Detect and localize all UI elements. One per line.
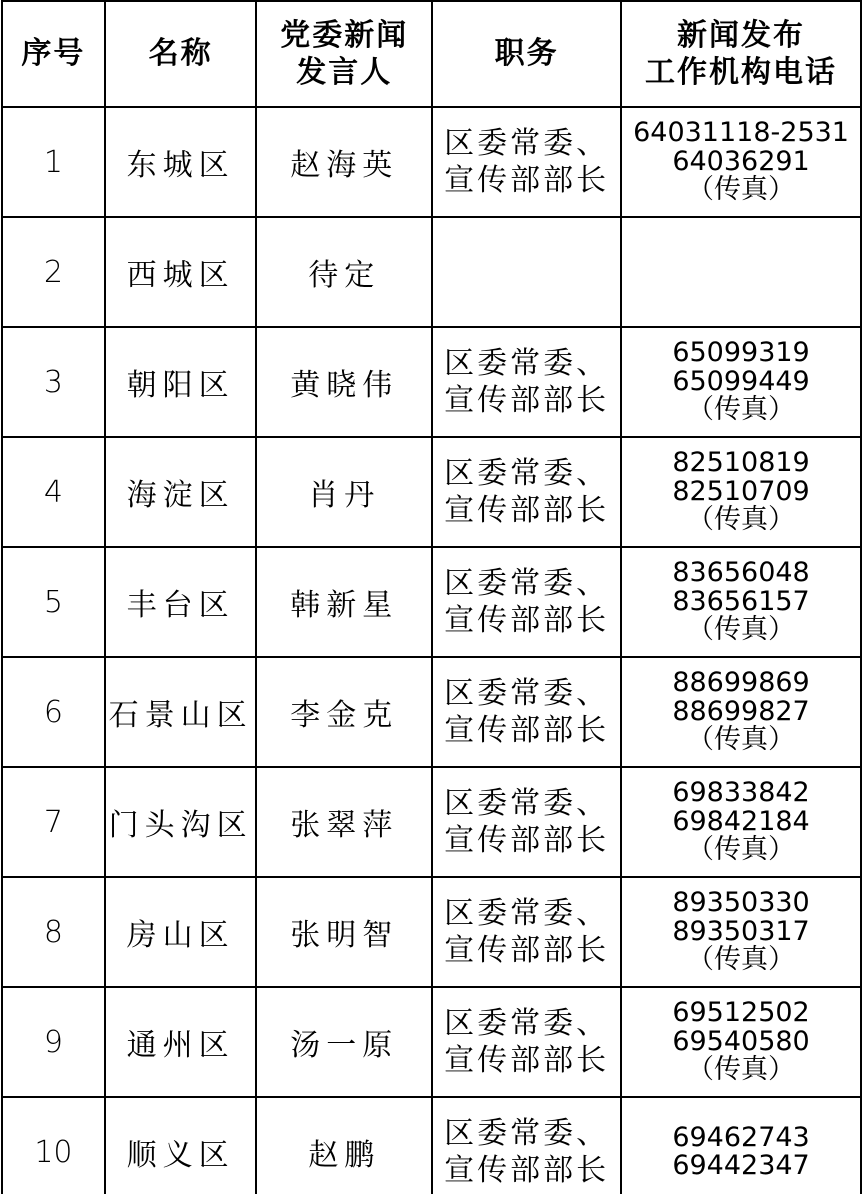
spokesperson-cell: 张翠萍 (256, 767, 432, 877)
phone-line: 69512502 (672, 997, 810, 1029)
office-phone-cell (621, 437, 861, 547)
district-name-cell: 房山区 (105, 877, 257, 987)
spokesperson-cell: 赵鹏 (256, 1097, 432, 1194)
phone-line: （传真） (687, 834, 796, 866)
phone-line: 69540580 (672, 1025, 810, 1057)
position-line: 宣传部部长 (444, 493, 610, 528)
header-title (432, 1, 621, 107)
district-name-cell: 通州区 (105, 987, 257, 1097)
index-cell: 4 (2, 437, 105, 547)
district-name-cell: 东城区 (105, 107, 257, 217)
header-name (105, 1, 257, 107)
index-cell: 9 (2, 987, 105, 1097)
phone-line: 69842184 (672, 805, 810, 837)
position-cell (432, 327, 621, 437)
district-name-cell: 石景山区 (105, 657, 257, 767)
office-phone-cell (621, 877, 861, 987)
phone-line: 82510819 (672, 447, 810, 479)
phone-line: （传真） (687, 1054, 796, 1086)
phone-line: （传真） (687, 944, 796, 976)
phone-line: 65099319 (672, 337, 810, 369)
position-cell (432, 657, 621, 767)
office-phone-cell (621, 327, 861, 437)
index-cell: 3 (2, 327, 105, 437)
position-line: 宣传部部长 (444, 1153, 610, 1188)
phone-line: 88699869 (672, 667, 810, 699)
table-row (2, 657, 861, 767)
header-index (2, 1, 105, 107)
spokesperson-cell: 汤一原 (256, 987, 432, 1097)
position-line: 区委常委、 (444, 895, 610, 931)
phone-line: 69833842 (672, 777, 810, 809)
table-row (2, 327, 861, 437)
phone-line: 64031118-2531 (633, 117, 849, 149)
position-line: 区委常委、 (444, 785, 610, 821)
table-row (2, 217, 861, 327)
table-row (2, 547, 861, 657)
position-cell (432, 547, 621, 657)
index-cell: 8 (2, 877, 105, 987)
spokesperson-cell: 肖丹 (256, 437, 432, 547)
district-name-cell: 门头沟区 (105, 767, 257, 877)
index-cell: 5 (2, 547, 105, 657)
header-line: 发言人 (296, 55, 393, 90)
header-line: 工作机构电话 (645, 55, 838, 90)
position-line: 区委常委、 (444, 1115, 610, 1151)
header-office-phone (621, 1, 861, 107)
spokesperson-table (1, 0, 862, 1194)
office-phone-cell (621, 657, 861, 767)
header-line: 职务 (494, 36, 559, 72)
header-line: 名称 (148, 36, 213, 72)
position-line: 宣传部部长 (444, 933, 610, 968)
phone-line: 83656048 (672, 557, 810, 589)
office-phone-cell (621, 217, 861, 327)
position-line: 宣传部部长 (444, 383, 610, 418)
table-header-row (2, 1, 861, 107)
index-cell: 7 (2, 767, 105, 877)
position-cell (432, 217, 621, 327)
header-line: 序号 (21, 36, 86, 72)
table-row (2, 987, 861, 1097)
position-line: 区委常委、 (444, 675, 610, 711)
office-phone-cell (621, 767, 861, 877)
phone-line: 83656157 (672, 585, 810, 617)
position-cell (432, 107, 621, 217)
position-cell (432, 1097, 621, 1194)
office-phone-cell (621, 1097, 861, 1194)
position-line: 宣传部部长 (444, 713, 610, 748)
phone-line: （传真） (687, 174, 796, 206)
position-line: 宣传部部长 (444, 1043, 610, 1078)
phone-line: 82510709 (672, 475, 810, 507)
table-row (2, 107, 861, 217)
phone-line: （传真） (687, 394, 796, 426)
phone-line: 88699827 (672, 695, 810, 727)
table-body (2, 107, 861, 1194)
spokesperson-cell: 张明智 (256, 877, 432, 987)
phone-line: （传真） (687, 504, 796, 536)
position-line: 宣传部部长 (444, 823, 610, 858)
position-line: 宣传部部长 (444, 603, 610, 638)
position-line: 区委常委、 (444, 1005, 610, 1041)
position-cell (432, 767, 621, 877)
index-cell: 10 (2, 1097, 105, 1194)
phone-line: 89350330 (672, 887, 810, 919)
district-name-cell: 顺义区 (105, 1097, 257, 1194)
district-name-cell: 海淀区 (105, 437, 257, 547)
phone-line: 69462743 (672, 1121, 810, 1153)
district-name-cell: 朝阳区 (105, 327, 257, 437)
phone-line: 64036291 (672, 145, 810, 177)
position-line: 宣传部部长 (444, 163, 610, 198)
table-row (2, 437, 861, 547)
district-name-cell: 丰台区 (105, 547, 257, 657)
district-name-cell: 西城区 (105, 217, 257, 327)
position-cell (432, 877, 621, 987)
spokesperson-cell: 待定 (256, 217, 432, 327)
table-row (2, 877, 861, 987)
table-row (2, 1097, 861, 1194)
position-cell (432, 437, 621, 547)
position-line: 区委常委、 (444, 345, 610, 381)
position-line: 区委常委、 (444, 455, 610, 491)
phone-line: 89350317 (672, 915, 810, 947)
phone-line: （传真） (687, 724, 796, 756)
spokesperson-cell: 韩新星 (256, 547, 432, 657)
spokesperson-cell: 李金克 (256, 657, 432, 767)
index-cell: 2 (2, 217, 105, 327)
position-cell (432, 987, 621, 1097)
position-line: 区委常委、 (444, 565, 610, 601)
index-cell: 6 (2, 657, 105, 767)
office-phone-cell (621, 987, 861, 1097)
index-cell: 1 (2, 107, 105, 217)
position-line: 区委常委、 (444, 125, 610, 161)
header-line: 新闻发布 (677, 17, 806, 53)
header-line: 党委新闻 (280, 17, 409, 53)
spokesperson-cell: 黄晓伟 (256, 327, 432, 437)
spokesperson-cell: 赵海英 (256, 107, 432, 217)
table-row (2, 767, 861, 877)
office-phone-cell (621, 547, 861, 657)
phone-line: （传真） (687, 614, 796, 646)
phone-line: 65099449 (672, 365, 810, 397)
office-phone-cell (621, 107, 861, 217)
header-spokesperson (256, 1, 432, 107)
phone-line: 69442347 (672, 1150, 810, 1181)
